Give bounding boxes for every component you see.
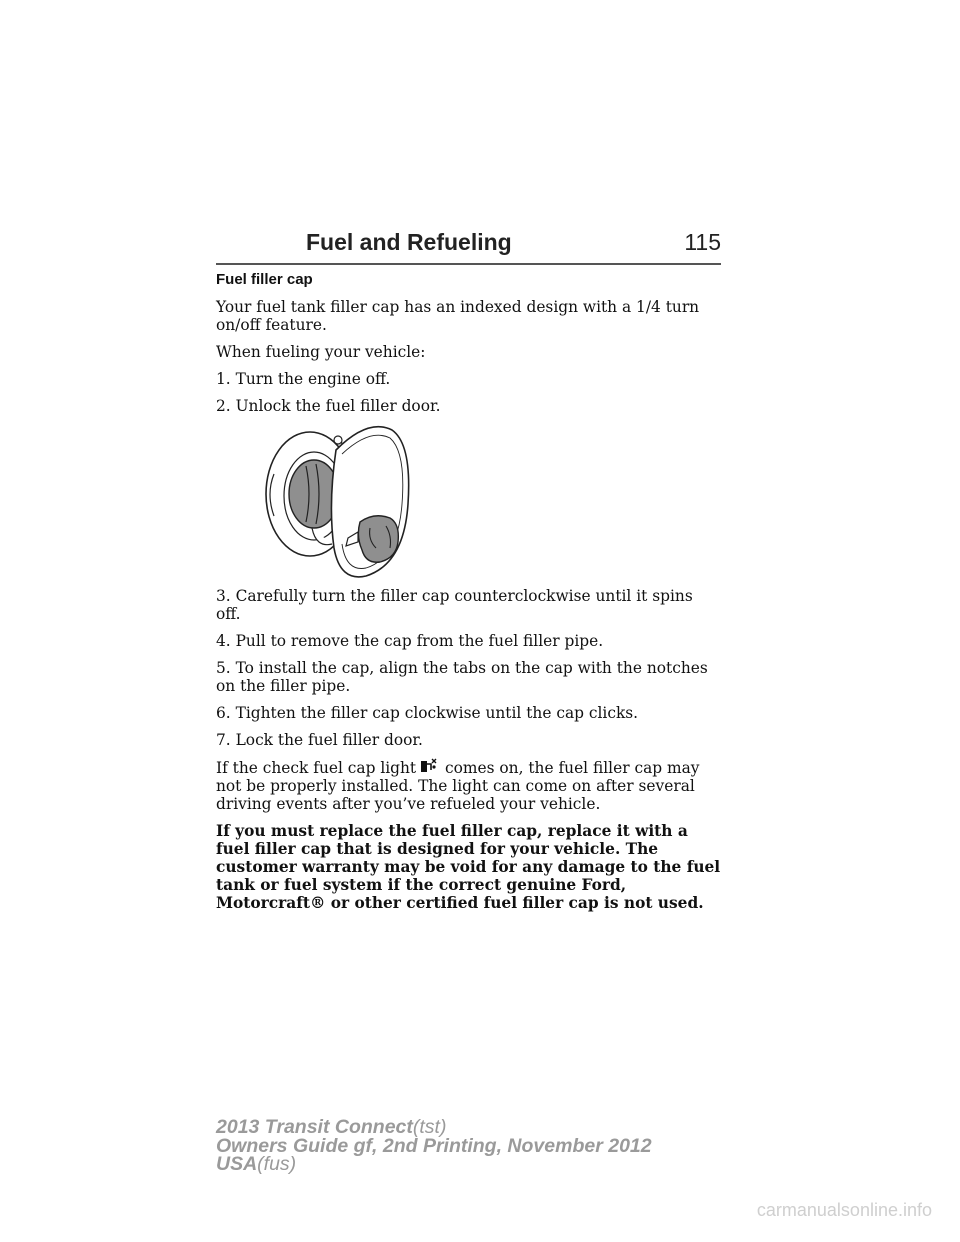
watermark: carmanualsonline.info <box>756 1200 932 1220</box>
fuel-cap-figure-icon <box>262 424 442 578</box>
step-7: 7. Lock the fuel filler door. <box>216 731 423 749</box>
footer-line-1 <box>216 1118 652 1137</box>
intro-paragraph: Your fuel tank filler cap has an indexed design with a 1/4 turn on/off feature. <box>216 298 700 334</box>
step-3: 3. Carefully turn the filler cap counterclockwise until it spins off. <box>216 587 693 623</box>
step-4: 4. Pull to remove the cap from the fuel filler pipe. <box>216 632 604 650</box>
footer-line-3 <box>216 1155 652 1174</box>
footer-market: USA <box>216 1153 258 1175</box>
step-5: 5. To install the cap, align the tabs on the cap with the notches on the filler pipe. <box>216 659 708 695</box>
check-fuel-cap-paragraph <box>216 758 721 813</box>
fuel-filler-cap-illustration <box>216 424 721 578</box>
footer-market-code: (fus) <box>257 1153 297 1175</box>
section-title: Fuel and Refueling <box>306 229 512 255</box>
footer-model-code: (tst) <box>412 1116 447 1138</box>
check-fuel-cap-icon <box>418 758 438 776</box>
step-2: 2. Unlock the fuel filler door. <box>216 397 441 415</box>
page-header <box>216 227 721 265</box>
page-content <box>216 271 721 921</box>
footer-model: 2013 Transit Connect <box>216 1116 413 1138</box>
print-footer <box>216 1118 652 1174</box>
when-fueling-text: When fueling your vehicle: <box>216 343 426 361</box>
footer-line-2: Owners Guide gf, 2nd Printing, November 2012 <box>216 1134 652 1157</box>
replacement-warning: If you must replace the fuel filler cap, replace it with a fuel filler cap that is designed for your vehicle. The customer warranty may be void for any damage to the fuel tank or fuel system if the correct genuine Ford, Motorcraft® or other certified fuel filler cap is not used. <box>216 822 721 912</box>
check-fuel-cap-text-end: comes on, the fuel filler cap may not be properly installed. The light can come on after several driving events after you’ve refueled your vehicle. <box>216 759 700 813</box>
page-number: 115 <box>684 229 721 255</box>
step-1: 1. Turn the engine off. <box>216 370 391 388</box>
subheading-fuel-filler-cap: Fuel filler cap <box>216 271 313 288</box>
step-6: 6. Tighten the filler cap clockwise until the cap clicks. <box>216 704 639 722</box>
check-fuel-cap-text-start: If the check fuel cap light <box>216 759 417 777</box>
